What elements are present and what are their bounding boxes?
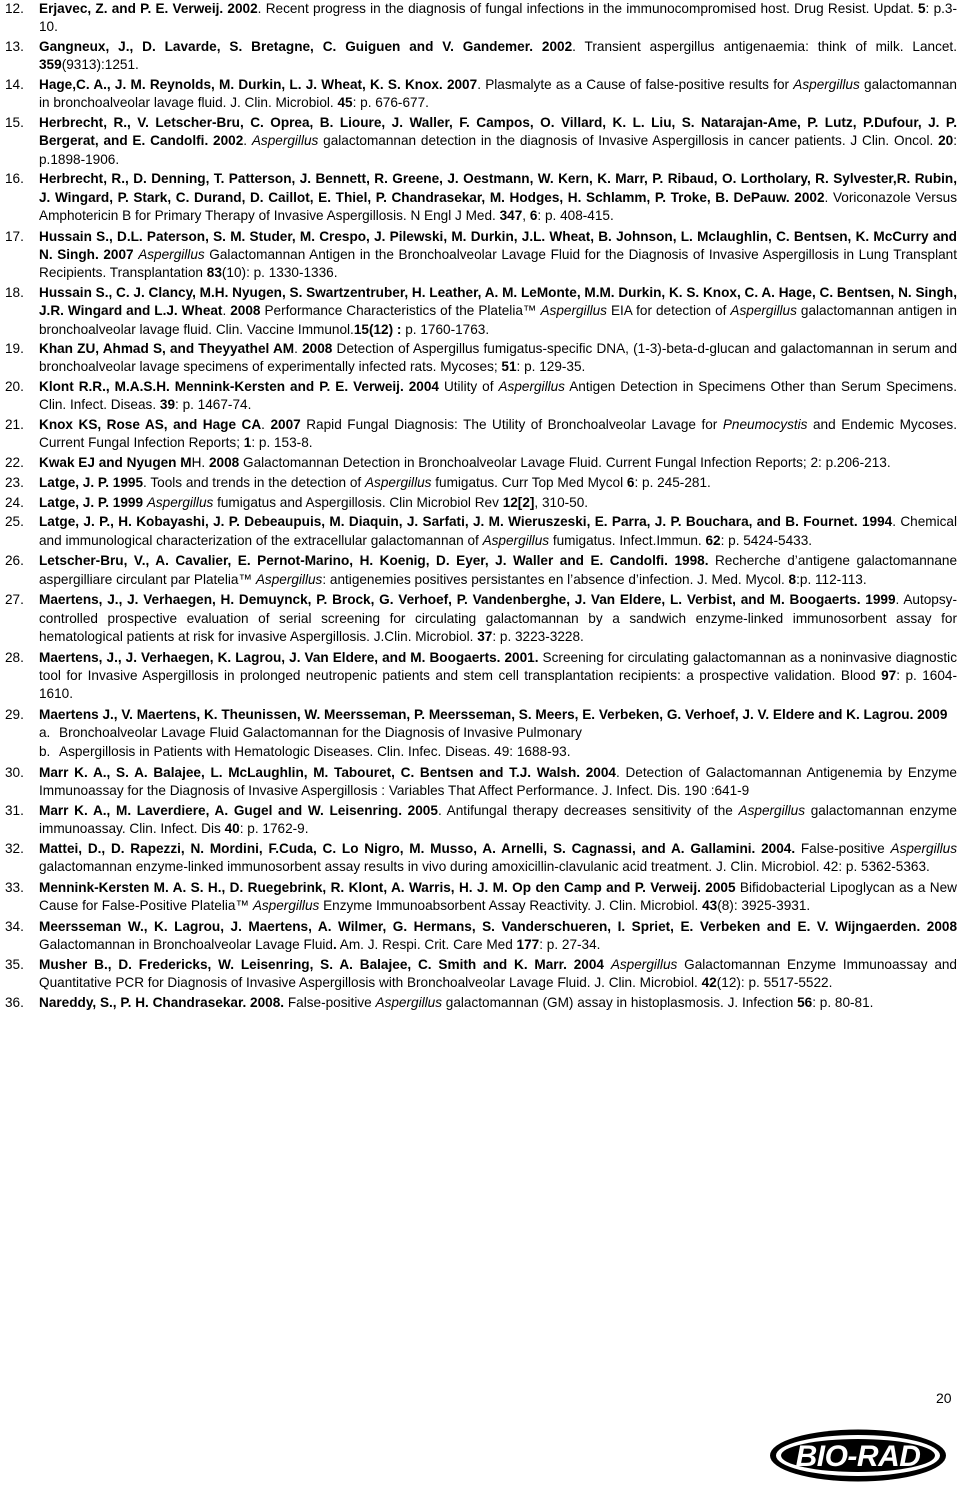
- sub-item-label: a.: [39, 725, 51, 741]
- reference-entry: [5, 228, 957, 283]
- reference-bold-text: Herbrecht, R., V. Letscher-Bru, C. Oprea, B. Lioure, J. Waller, F. Campos, O. Villard, K. L. Liu, S. Natarajan-Ame, P. Lutz, P.Dufour, J. P. Bergerat, and E. Candolfi. 2002: [39, 114, 957, 149]
- reference-bold-text: Maertens, J., J. Verhaegen, H. Demuynck, P. Brock, G. Verhoef, P. Vandenberghe, J. Van Eldere, L. Verbist, and M. Boogaerts. 1999: [39, 592, 896, 608]
- reference-number: 32.: [5, 840, 24, 856]
- reference-bold-text: 20: [938, 133, 954, 149]
- reference-number: 22.: [5, 455, 24, 471]
- reference-plain-text: False-positive: [795, 840, 891, 856]
- reference-bold-text: Herbrecht, R., D. Denning, T. Patterson, J. Bennett, R. Greene, J. Oestmann, W. Kern, K. Marr, P. Ribaud, O. Lortholary, R. Sylvester,R. Rubin, J. Wingard, P. Stark, C. Durand, D. Caillot, E. Thiel, P. Chandrasekar, M. Hodges, H. Schlamm, P. Troke, B. DePauw. 2002: [39, 171, 957, 205]
- reference-italic-text: Aspergillus: [252, 897, 320, 913]
- reference-bold-text: Marr K. A., M. Laverdiere, A. Gugel and W. Leisenring. 2005: [39, 802, 438, 818]
- reference-text: [39, 1, 957, 34]
- reference-bold-text: 6: [626, 474, 635, 490]
- reference-italic-text: Aspergillus: [540, 303, 607, 319]
- reference-text: [39, 171, 957, 223]
- svg-text:BIO-RAD: BIO-RAD: [795, 1440, 921, 1473]
- reference-number: 30.: [5, 764, 24, 780]
- reference-entry: [5, 340, 957, 377]
- reference-number: 18.: [5, 284, 24, 300]
- reference-bold-text: Latge, J. P. 1999: [39, 494, 144, 510]
- reference-plain-text: Bifidobacterial Lipoglycan as a New Cause for False-Positive Platelia™: [39, 879, 957, 913]
- reference-bold-text: Letscher-Bru, V., A. Cavalier, E. Pernot-Marino, H. Koenig, D. Eyer, J. Waller and E. Candolfi. 1998.: [39, 553, 709, 569]
- reference-entry: [5, 416, 957, 453]
- reference-text: [39, 919, 957, 952]
- reference-bold-text: 45: [337, 95, 353, 111]
- reference-bold-text: 2007: [270, 417, 301, 433]
- reference-plain-text: (9313):1251.: [61, 57, 139, 73]
- reference-text: [39, 77, 957, 110]
- reference-text: [39, 495, 588, 510]
- reference-text: [39, 553, 957, 586]
- reference-plain-text: galactomannan enzyme-linked immunosorbent assay results in vivo during amoxicillin-clavulanic acid treatment. J. Clin. Microbiol. 42: p. 5362-5363.: [39, 858, 930, 874]
- reference-plain-text: False-positive: [284, 994, 376, 1010]
- reference-plain-text: Antigen Detection in Specimens Other than Serum Specimens. Clin. Infect. Diseas.: [39, 379, 957, 413]
- reference-number: 19.: [5, 341, 24, 357]
- reference-text: [39, 880, 957, 913]
- reference-number: 26.: [5, 553, 24, 569]
- reference-bold-text: 5: [917, 1, 926, 16]
- reference-number: 15.: [5, 114, 24, 130]
- reference-plain-text: (12): p. 5517-5522.: [716, 975, 833, 990]
- reference-entry: [5, 918, 957, 955]
- reference-plain-text: . Transient aspergillus antigenaemia: think of milk. Lancet.: [572, 38, 957, 54]
- sub-item-text: Aspergillosis in Patients with Hematologic Diseases. Clin. Infec. Diseas. 49: 1688-93.: [59, 743, 571, 759]
- reference-plain-text: : p. 5424-5433.: [720, 532, 813, 548]
- reference-plain-text: galactomannan in bronchoalveolar lavage fluid. J. Clin. Microbiol.: [39, 76, 957, 111]
- reference-number: 17.: [5, 228, 24, 244]
- reference-bold-text: Klont R.R., M.A.S.H. Mennink-Kersten and P. E. Verweij. 2004: [39, 379, 439, 395]
- reference-plain-text: .: [261, 417, 271, 433]
- reference-plain-text: : p. 408-415.: [537, 207, 614, 223]
- reference-text: [39, 957, 957, 990]
- reference-number: 29.: [5, 707, 24, 723]
- reference-plain-text: EIA for detection of: [606, 303, 731, 319]
- reference-bold-text: 40: [224, 820, 240, 836]
- reference-bold-text: 177: [516, 937, 540, 953]
- reference-entry: [5, 956, 957, 993]
- reference-bold-text: 39: [159, 397, 176, 413]
- reference-number: 33.: [5, 879, 24, 895]
- reference-plain-text: :p. 112-113.: [796, 571, 867, 587]
- reference-plain-text: : p.1898-1906.: [39, 133, 957, 167]
- reference-entry: [5, 0, 957, 37]
- reference-text: [39, 803, 957, 836]
- reference-bold-text: Musher B., D. Fredericks, W. Leisenring, S. A. Balajee, C. Smith and K. Marr. 2004: [39, 956, 604, 972]
- reference-plain-text: and Endemic Mycoses. Current Fungal Infection Reports;: [39, 417, 958, 451]
- reference-entry: [5, 38, 957, 75]
- reference-text: [39, 379, 957, 412]
- reference-plain-text: Galactomannan Enzyme Immunoassay and Quantitative PCR for Diagnosis of Invasive Aspergillosis with Bronchoalveolar Lavage Fluid. J. Clin. Microbiol.: [39, 956, 957, 990]
- reference-plain-text: : p. 153-8.: [251, 435, 313, 451]
- reference-plain-text: (8): 3925-3931.: [717, 897, 811, 913]
- reference-entry: [5, 114, 957, 169]
- reference-plain-text: (10): p. 1330-1336.: [221, 265, 338, 281]
- reference-plain-text: .: [294, 341, 303, 357]
- reference-text: [39, 229, 957, 281]
- reference-bold-text: Maertens J., V. Maertens, K. Theunissen, W. Meersseman, P. Meersseman, S. Meers, E. Verbeken, G. Verhoef, J. V. Eldere and K. Lagrou. 2009: [39, 707, 948, 723]
- reference-plain-text: : p. 1604-1610.: [39, 668, 957, 702]
- reference-plain-text: : p. 676-677.: [352, 95, 429, 111]
- reference-plain-text: galactomannan detection in the diagnosis of Invasive Aspergillosis in cancer patients. J Clin. Oncol.: [318, 133, 939, 149]
- reference-plain-text: . Plasmalyte as a Cause of false-positive results for: [477, 76, 794, 92]
- reference-entry: [5, 378, 957, 415]
- reference-plain-text: Enzyme Immunoabsorbent Assay Reactivity. J. Clin. Microbiol.: [319, 897, 703, 913]
- reference-text: [39, 650, 957, 702]
- reference-number: 27.: [5, 592, 24, 608]
- reference-entry: [5, 994, 957, 1012]
- reference-bold-text: 359: [39, 57, 62, 73]
- reference-text: [39, 514, 957, 547]
- reference-bold-text: Hussain S., D.L. Paterson, S. M. Studer, M. Crespo, J. Pilewski, M. Durkin, J.L. Wheat, B. Johnson, L. Mclaughlin, C. Bentsen, K. McCurry and N. Singh. 2007: [39, 228, 957, 262]
- reference-bold-text: 2008: [230, 303, 261, 319]
- reference-italic-text: Aspergillus: [793, 76, 860, 92]
- reference-plain-text: Galactomannan in Bronchoalveolar Lavage Fluid: [39, 937, 333, 953]
- reference-number: 35.: [5, 956, 24, 972]
- reference-italic-text: Aspergillus: [375, 994, 442, 1010]
- reference-plain-text: . Voriconazole Versus Amphotericin B for Primary Therapy of Invasive Aspergillosis. N Engl J Med.: [39, 189, 957, 223]
- reference-plain-text: : p. 1467-74.: [175, 397, 252, 413]
- reference-plain-text: .: [243, 133, 252, 149]
- reference-italic-text: Pneumocystis: [722, 417, 808, 433]
- reference-bold-text: Nareddy, S., P. H. Chandrasekar. 2008.: [39, 994, 285, 1010]
- reference-number: 21.: [5, 417, 24, 433]
- reference-plain-text: galactomannan (GM) assay in histoplasmosis. J. Infection: [442, 994, 798, 1010]
- reference-italic-text: Aspergillus: [730, 303, 797, 319]
- reference-bold-text: Maertens, J., J. Verhaegen, K. Lagrou, J. Van Eldere, and M. Boogaerts. 2001.: [39, 649, 539, 665]
- reference-bold-text: 51: [501, 359, 517, 375]
- reference-entry: [5, 454, 957, 472]
- reference-plain-text: Screening for circulating galactomannan as a noninvasive diagnostic tool for Invasive Aspergillosis in prolonged neutropenic patients and stem cell transplantation recipients: a prospective validation. Blood: [39, 649, 957, 684]
- reference-entry: [5, 552, 957, 589]
- reference-text: [39, 995, 873, 1010]
- reference-entry: [5, 513, 957, 550]
- reference-plain-text: . Autopsy-controlled prospective evaluation of serial screening for circulating galactomannan by a sandwich enzyme-linked immunosorbent assay for hematological patients at risk for invasive Aspergillosis. J.Clin. Microbiol.: [39, 592, 957, 644]
- reference-plain-text: : p.3-10.: [39, 1, 957, 35]
- reference-number: 20.: [5, 379, 24, 395]
- reference-italic-text: Aspergillus: [138, 246, 205, 262]
- reference-bold-text: Meersseman W., K. Lagrou, J. Maertens, A. Wilmer, G. Hermans, S. Vanderschueren, I. Spriet, E. Verbeken and E. V. Wijngaerden. 2008: [39, 918, 957, 934]
- reference-entry: [5, 591, 957, 646]
- reference-bold-text: Hage,C. A., J. M. Reynolds, M. Durkin, L. J. Wheat, K. S. Knox. 2007: [39, 76, 478, 92]
- reference-bold-text: 347: [499, 207, 523, 223]
- reference-entry: [5, 76, 957, 113]
- reference-plain-text: p. 1760-1763.: [401, 321, 490, 337]
- reference-sub-item: [39, 743, 957, 761]
- reference-number: 13.: [5, 38, 24, 54]
- reference-bold-text: 37: [477, 628, 493, 644]
- reference-plain-text: H.: [191, 455, 209, 471]
- reference-number: 12.: [5, 1, 24, 16]
- reference-plain-text: : p. 80-81.: [812, 994, 874, 1010]
- reference-text: [39, 115, 957, 167]
- reference-text: [39, 455, 891, 470]
- reference-plain-text: Utility of: [438, 379, 499, 395]
- reference-text: [39, 592, 957, 644]
- reference-bold-text: Mattei, D., D. Rapezzi, N. Mordini, F.Cuda, C. Lo Nigro, M. Musso, A. Arnelli, S. Cagnassi, and A. Gallamini. 2004.: [39, 840, 796, 856]
- reference-bold-text: Marr K. A., S. A. Balajee, L. McLaughlin, M. Tabouret, C. Bentsen and T.J. Walsh. 2004: [39, 764, 616, 780]
- reference-entry: [5, 649, 957, 704]
- reference-plain-text: galactomannan antigen in bronchoalveolar lavage fluid. Clin. Vaccine Immunol.: [39, 303, 957, 337]
- reference-plain-text: Am. J. Respi. Crit. Care Med: [336, 937, 517, 953]
- reference-bold-text: 56: [797, 994, 813, 1010]
- reference-entry: [5, 840, 957, 877]
- reference-entry: [5, 494, 957, 512]
- bio-rad-logo: [768, 1428, 948, 1483]
- reference-bold-text: Erjavec, Z. and P. E. Verweij. 2002: [39, 1, 258, 16]
- reference-bold-text: Kwak EJ and Nyugen M: [39, 455, 192, 471]
- reference-bold-text: 12[2]: [502, 494, 535, 510]
- reference-plain-text: fumigatus. Curr Top Med Mycol: [431, 474, 627, 490]
- page-number: 20: [936, 1390, 952, 1406]
- reference-plain-text: . Detection of Galactomannan Antigenemia by Enzyme Immunoassay for the Diagnosis of Invasive Aspergillosis : Variables That Affect Performance. J. Infect. Dis. 190 :641-9: [39, 764, 957, 798]
- reference-number: 36.: [5, 994, 24, 1010]
- reference-bold-text: 97: [881, 668, 897, 684]
- reference-plain-text: Performance Characteristics of the Platelia™: [260, 303, 541, 319]
- reference-italic-text: Aspergillus: [146, 494, 214, 510]
- reference-number: 31.: [5, 802, 24, 818]
- reference-entry: [5, 879, 957, 916]
- reference-plain-text: fumigatus. Infect.Immun.: [549, 532, 706, 548]
- reference-bold-text: 1: [243, 435, 252, 451]
- reference-number: 16.: [5, 171, 24, 187]
- sub-item-text: Bronchoalveolar Lavage Fluid Galactomannan for the Diagnosis of Invasive Pulmonary: [59, 725, 582, 741]
- reference-entry: [5, 284, 957, 339]
- reference-plain-text: . Tools and trends in the detection of: [143, 474, 365, 490]
- reference-entry: [5, 706, 957, 761]
- reference-text: [39, 765, 957, 798]
- reference-bold-text: 2008: [302, 341, 333, 357]
- reference-number: 23.: [5, 474, 24, 490]
- reference-text: [39, 285, 957, 337]
- reference-italic-text: Aspergillus: [610, 956, 678, 972]
- reference-plain-text: fumigatus and Aspergillosis. Clin Microbiol Rev: [213, 494, 503, 510]
- reference-bold-text: 83: [206, 265, 222, 281]
- reference-bold-text: Mennink-Kersten M. A. S. H., D. Ruegebrink, R. Klont, A. Warris, H. J. M. Op den Camp and P. Verweij. 2005: [39, 879, 736, 895]
- reference-italic-text: Aspergillus: [364, 474, 432, 490]
- reference-italic-text: Aspergillus: [738, 802, 806, 818]
- reference-bold-text: .: [332, 937, 337, 953]
- reference-plain-text: Galactomannan Antigen in the Bronchoalveolar Lavage Fluid for the Diagnosis of Invasive Aspergillosis in Lung Transplant Recipients. Transplantation: [39, 246, 957, 281]
- reference-entry: [5, 764, 957, 801]
- reference-plain-text: Rapid Fungal Diagnosis: The Utility of Bronchoalveolar Lavage for: [300, 417, 723, 433]
- reference-text: [39, 417, 957, 450]
- reference-bold-text: 6: [529, 207, 538, 223]
- reference-bold-text: 43: [702, 897, 718, 913]
- sub-item-label: b.: [39, 743, 51, 759]
- reference-plain-text: .: [222, 303, 231, 319]
- reference-plain-text: ,: [522, 207, 530, 223]
- reference-plain-text: . Chemical and immunological characterization of the extracellular galactomannan of: [39, 514, 957, 548]
- reference-text: [39, 707, 947, 722]
- reference-entry: [5, 170, 957, 225]
- reference-number: 25.: [5, 514, 24, 530]
- reference-text: [39, 841, 957, 874]
- reference-bold-text: 8: [788, 571, 797, 587]
- bio-rad-logo-icon: [768, 1428, 948, 1483]
- reference-entry: [5, 474, 957, 492]
- reference-plain-text: Detection of Aspergillus fumigatus-specific DNA, (1-3)-beta-d-glucan and galactomannan in serum and bronchoalveolar lavage specimens of experimentally infected rats. Mycoses;: [39, 341, 958, 375]
- reference-entry: [5, 802, 957, 839]
- reference-plain-text: galactomannan enzyme immunoassay. Clin. Infect. Dis: [39, 802, 957, 836]
- reference-text: [39, 341, 957, 374]
- reference-plain-text: [604, 957, 611, 972]
- reference-bold-text: 62: [705, 532, 721, 548]
- reference-italic-text: Aspergillus: [498, 379, 565, 395]
- reference-plain-text: Galactomannan Detection in Bronchoalveolar Lavage Fluid. Current Fungal Infection Reports; 2: p.206-213.: [239, 455, 891, 471]
- reference-number: 34.: [5, 918, 24, 934]
- reference-plain-text: . Antifungal therapy decreases sensitivity of the: [437, 802, 739, 818]
- reference-text: [39, 39, 957, 72]
- reference-number: 28.: [5, 649, 24, 665]
- reference-italic-text: Aspergillus: [890, 840, 957, 856]
- reference-bold-text: Knox KS, Rose AS, and Hage CA: [39, 417, 262, 433]
- reference-plain-text: : p. 1762-9.: [239, 820, 309, 836]
- reference-italic-text: Aspergillus: [482, 532, 550, 548]
- reference-italic-text: Aspergillus: [251, 133, 319, 149]
- reference-plain-text: , 310-50.: [534, 494, 589, 510]
- reference-list: [5, 0, 957, 1013]
- reference-bold-text: Gangneux, J., D. Lavarde, S. Bretagne, C. Guiguen and V. Gandemer. 2002: [39, 38, 573, 54]
- reference-text: [39, 475, 711, 490]
- reference-plain-text: Recherche d’antigene galactomannane aspergilliare circulant par Platelia™: [39, 553, 958, 587]
- reference-bold-text: Latge, J. P. 1995: [39, 474, 144, 490]
- reference-plain-text: : p. 245-281.: [634, 474, 711, 490]
- reference-plain-text: . Recent progress in the diagnosis of fungal infections in the immunocompromised host. Drug Resist. Updat.: [257, 1, 918, 16]
- reference-bold-text: Hussain S., C. J. Clancy, M.H. Nyugen, S. Swartzentruber, H. Leather, A. M. LeMonte, M.M. Durkin, K. S. Knox, C. A. Hage, C. Bentsen, N. Singh, J.R. Wingard and L.J. Wheat: [39, 284, 957, 319]
- reference-bold-text: 42: [701, 975, 717, 990]
- reference-plain-text: : antigenemies positives persistantes en l’absence d’infection. J. Med. Mycol.: [322, 571, 789, 587]
- reference-number: 14.: [5, 76, 24, 92]
- reference-plain-text: : p. 27-34.: [539, 937, 601, 953]
- reference-bold-text: 2008: [208, 455, 240, 471]
- reference-sub-item: [39, 724, 957, 742]
- reference-italic-text: Aspergillus: [255, 571, 323, 587]
- reference-number: 24.: [5, 494, 24, 510]
- reference-plain-text: : p. 129-35.: [516, 359, 586, 375]
- reference-plain-text: : p. 3223-3228.: [492, 628, 584, 644]
- reference-bold-text: Khan ZU, Ahmad S, and Theyyathel AM: [39, 341, 295, 357]
- reference-bold-text: 15(12) :: [353, 321, 402, 337]
- reference-bold-text: Latge, J. P., H. Kobayashi, J. P. Debeaupuis, M. Diaquin, J. Sarfati, J. M. Wieruszeski, E. Parra, J. P. Bouchara, and B. Fournet. 1994: [39, 514, 893, 530]
